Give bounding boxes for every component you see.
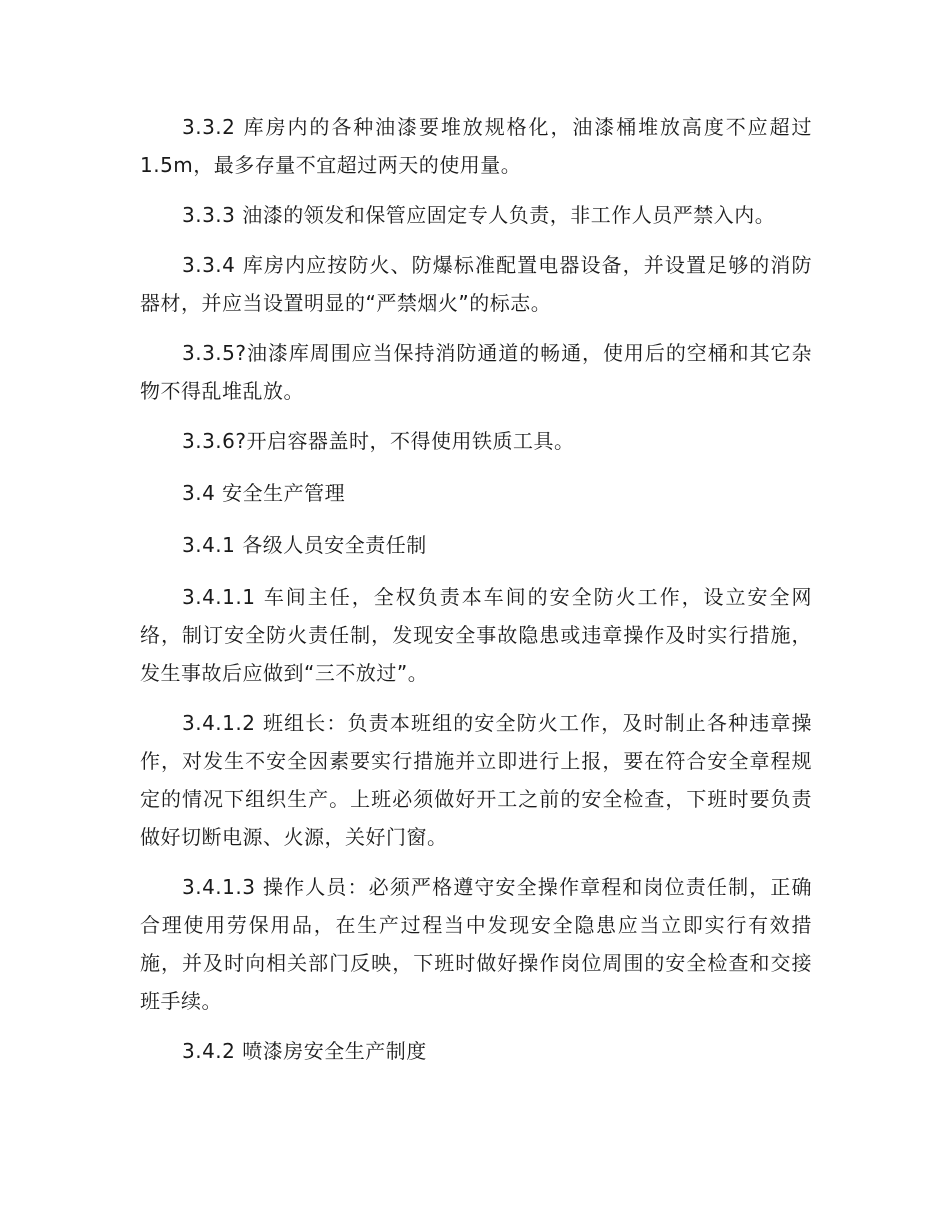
paragraph-3-4-1-2: 3.4.1.2 班组长：负责本班组的安全防火工作，及时制止各种违章操作，对发生不安全因素要实行措施并立即进行上报，要在符合安全章程规定的情况下组织生产。上班必须做好开工之前的安全检查，下班时要负责做好切断电源、火源，关好门窗。 [140,711,812,849]
paragraph-3-3-5: 3.3.5?油漆库周围应当保持消防通道的畅通，使用后的空桶和其它杂物不得乱堆乱放。 [140,341,812,403]
section-heading-3-4: 3.4 安全生产管理 [182,481,346,505]
subsection-heading-3-4-1: 3.4.1 各级人员安全责任制 [182,533,427,557]
paragraph-3-4-1-1: 3.4.1.1 车间主任，全权负责本车间的安全防火工作，设立安全网络，制订安全防火责任制，发现安全事故隐患或违章操作及时实行措施，发生事故后应做到“三不放过”。 [140,585,812,685]
paragraph-3-3-2: 3.3.2 库房内的各种油漆要堆放规格化，油漆桶堆放高度不应超过1.5m，最多存量不宜超过两天的使用量。 [140,115,812,177]
subsection-heading-3-4-2: 3.4.2 喷漆房安全生产制度 [182,1039,427,1063]
paragraph-3-3-6: 3.3.6?开启容器盖时，不得使用铁质工具。 [182,429,575,453]
paragraph-3-4-1-3: 3.4.1.3 操作人员：必须严格遵守安全操作章程和岗位责任制，正确合理使用劳保用品，在生产过程当中发现安全隐患应当立即实行有效措施，并及时向相关部门反映，下班时做好操作岗位周围的安全检查和交接班手续。 [140,875,812,1013]
paragraph-3-3-3: 3.3.3 油漆的领发和保管应固定专人负责，非工作人员严禁入内。 [182,203,776,227]
document-body [140,108,812,1084]
paragraph-3-3-4: 3.3.4 库房内应按防火、防爆标准配置电器设备，并设置足够的消防器材，并应当设置明显的“严禁烟火”的标志。 [140,253,812,315]
